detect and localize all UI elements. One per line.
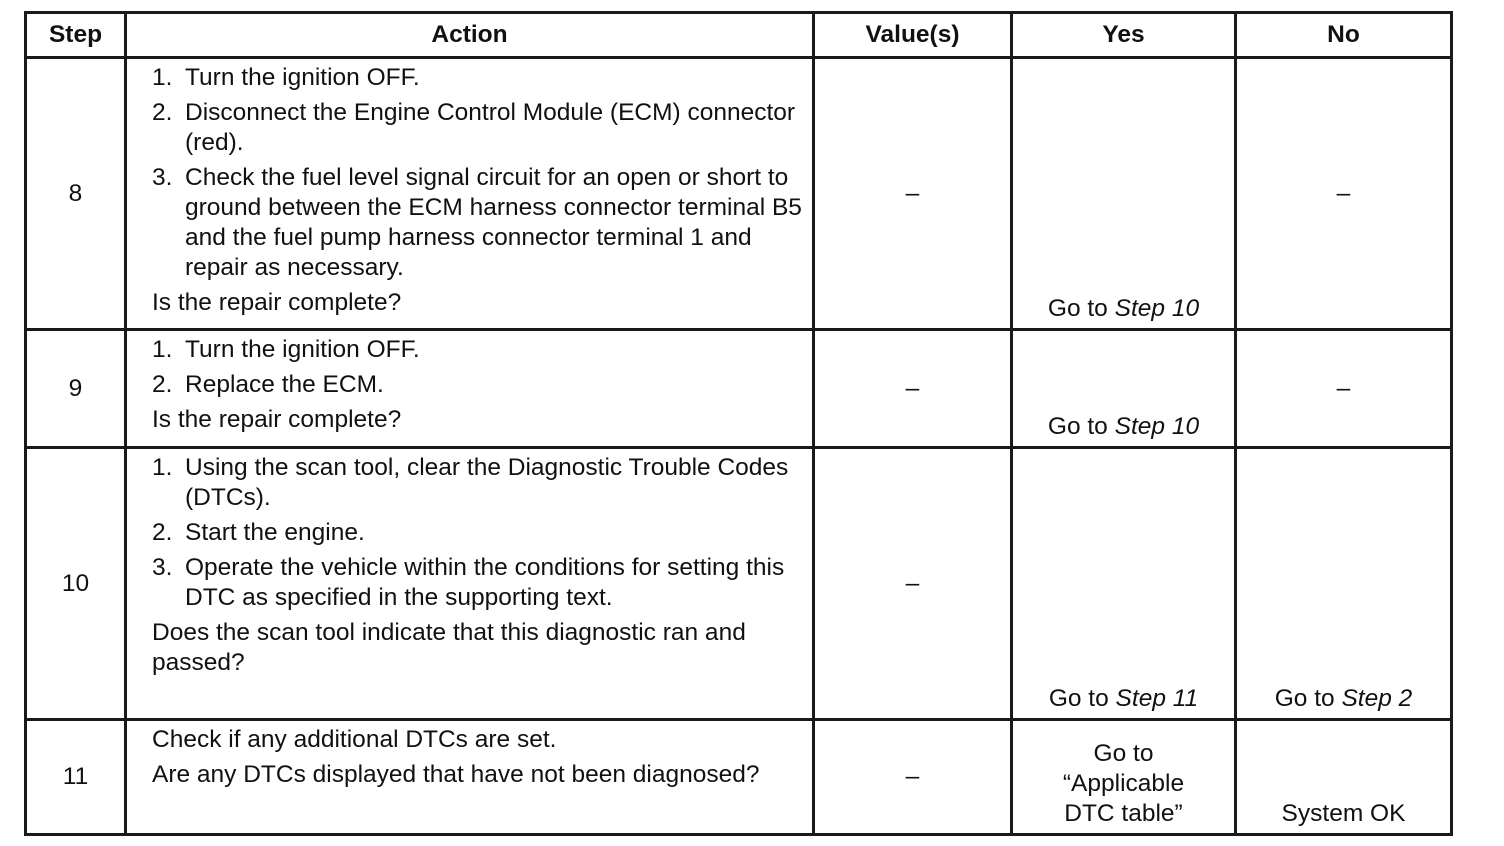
yes-step-link: Step 10 (1114, 413, 1200, 440)
action-item: 2. Disconnect the Engine Control Module (ECM) connector (red). (152, 99, 796, 156)
action-question: Is the repair complete? (152, 406, 402, 433)
yes-cell (1012, 330, 1236, 448)
action-check: Check if any additional DTCs are set. (152, 726, 557, 753)
action-cell (126, 58, 814, 330)
action-question: Is the repair complete? (152, 289, 402, 316)
action-question: Does the scan tool indicate that this diagnostic ran and passed? (152, 619, 746, 676)
no-cell: – (1236, 58, 1452, 330)
value-cell: – (814, 720, 1012, 835)
no-cell: – (1236, 330, 1452, 448)
yes-line: Go to (1093, 740, 1154, 767)
value-cell: – (814, 448, 1012, 720)
no-cell: System OK (1236, 720, 1452, 835)
table-row-step-8 (26, 58, 1452, 330)
yes-line: DTC table” (1064, 800, 1183, 827)
header-row (26, 13, 1452, 58)
action-item: 1. Turn the ignition OFF. (152, 64, 420, 91)
yes-cell (1012, 720, 1236, 835)
value-cell: – (814, 330, 1012, 448)
header-no: No (1236, 13, 1452, 58)
action-cell (126, 448, 814, 720)
table-row-step-9 (26, 330, 1452, 448)
table-row-step-11 (26, 720, 1452, 835)
action-item: 2. Start the engine. (152, 519, 365, 546)
yes-step-link: Step 11 (1115, 685, 1199, 712)
step-number: 9 (26, 330, 126, 448)
yes-prefix: Go to (1048, 685, 1116, 712)
action-list (152, 453, 804, 613)
action-item: 3. Operate the vehicle within the conditions for setting this DTC as specified in the supporting text. (152, 554, 785, 611)
header-step: Step (26, 13, 126, 58)
value-cell: – (814, 58, 1012, 330)
yes-prefix: Go to (1047, 295, 1115, 322)
action-cell (126, 720, 814, 835)
action-item: 1. Using the scan tool, clear the Diagnostic Trouble Codes (DTCs). (152, 454, 789, 511)
header-action: Action (126, 13, 814, 58)
diagnostic-table (24, 11, 1453, 836)
action-item: 2. Replace the ECM. (152, 371, 384, 398)
no-step-link: Step 2 (1341, 685, 1413, 712)
action-question: Are any DTCs displayed that have not been diagnosed? (152, 761, 760, 788)
yes-prefix: Go to (1047, 413, 1115, 440)
action-cell (126, 330, 814, 448)
no-cell (1236, 448, 1452, 720)
step-number: 11 (26, 720, 126, 835)
step-number: 8 (26, 58, 126, 330)
action-list (152, 335, 804, 400)
no-prefix: Go to (1274, 685, 1342, 712)
yes-cell (1012, 58, 1236, 330)
yes-line: “Applicable (1062, 770, 1185, 797)
header-values: Value(s) (814, 13, 1012, 58)
action-item: 3. Check the fuel level signal circuit for an open or short to ground between the ECM harness connector terminal B5 and the fuel pump harness connector terminal 1 and repair as necessary. (152, 164, 802, 281)
step-number: 10 (26, 448, 126, 720)
header-yes: Yes (1012, 13, 1236, 58)
action-list (152, 63, 804, 283)
table-row-step-10 (26, 448, 1452, 720)
action-item: 1. Turn the ignition OFF. (152, 336, 420, 363)
yes-cell (1012, 448, 1236, 720)
yes-step-link: Step 10 (1114, 295, 1200, 322)
